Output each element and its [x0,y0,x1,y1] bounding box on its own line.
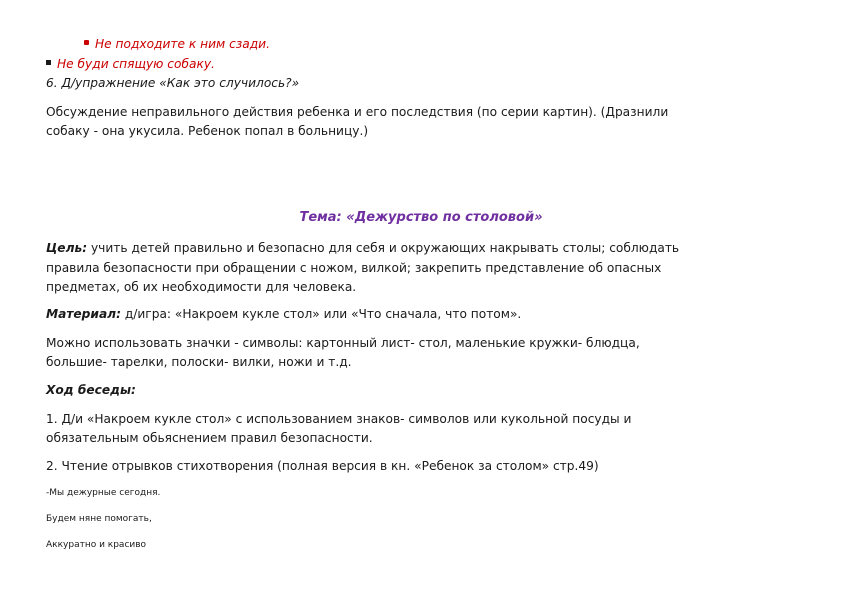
goal-line-1 [46,240,679,256]
material-text: д/игра: «Накроем кукле стол» или «Что сначала, что потом». [120,307,522,321]
course-step-2: 2. Чтение отрывков стихотворения (полная версия в кн. «Ребенок за столом» стр.49) [46,459,599,473]
rule-item-2-text: Не буди спящую собаку. [57,57,215,71]
goal-line-3: предметах, об их необходимости для человека. [46,280,357,294]
poem-line-2: Будем няне помогать, [46,514,152,524]
rule-item-1 [84,36,270,52]
poem-line-3: Аккуратно и красиво [46,540,147,550]
poem-line-1: -Мы дежурные сегодня. [46,488,161,498]
exercise-heading: 6. Д/упражнение «Как это случилось?» [46,76,300,90]
bullet-icon [84,40,89,45]
exercise-text-line-1: Обсуждение неправильного действия ребенка и его последствия (по серии картин). (Дразнили [46,105,669,119]
course-step-1-line-1: 1. Д/и «Накроем кукле стол» с использованием знаков- символов или кукольной посуды и [46,412,632,426]
course-step-1-line-2: обязательным обьяснением правил безопасности. [46,431,373,445]
material-note-line-1: Можно использовать значки - символы: картонный лист- стол, маленькие кружки- блюдца, [46,336,640,350]
goal-label: Цель: [46,241,88,255]
material-line [46,306,521,322]
material-note-line-2: большие- тарелки, полоски- вилки, ножи и т.д. [46,355,352,369]
course-heading: Ход беседы: [46,383,136,397]
rule-item-1-text: Не подходите к ним сзади. [95,37,270,51]
material-label: Материал: [46,307,121,321]
goal-text-1: учить детей правильно и безопасно для себя и окружающих накрывать столы; соблюдать [87,241,680,255]
rule-item-2 [46,56,215,72]
goal-line-2: правила безопасности при обращении с ножом, вилкой; закрепить представление об опасных [46,261,662,275]
exercise-text-line-2: собаку - она укусила. Ребенок попал в больницу.) [46,124,369,138]
bullet-icon [46,60,51,65]
topic-title: Тема: «Дежурство по столовой» [299,210,543,225]
